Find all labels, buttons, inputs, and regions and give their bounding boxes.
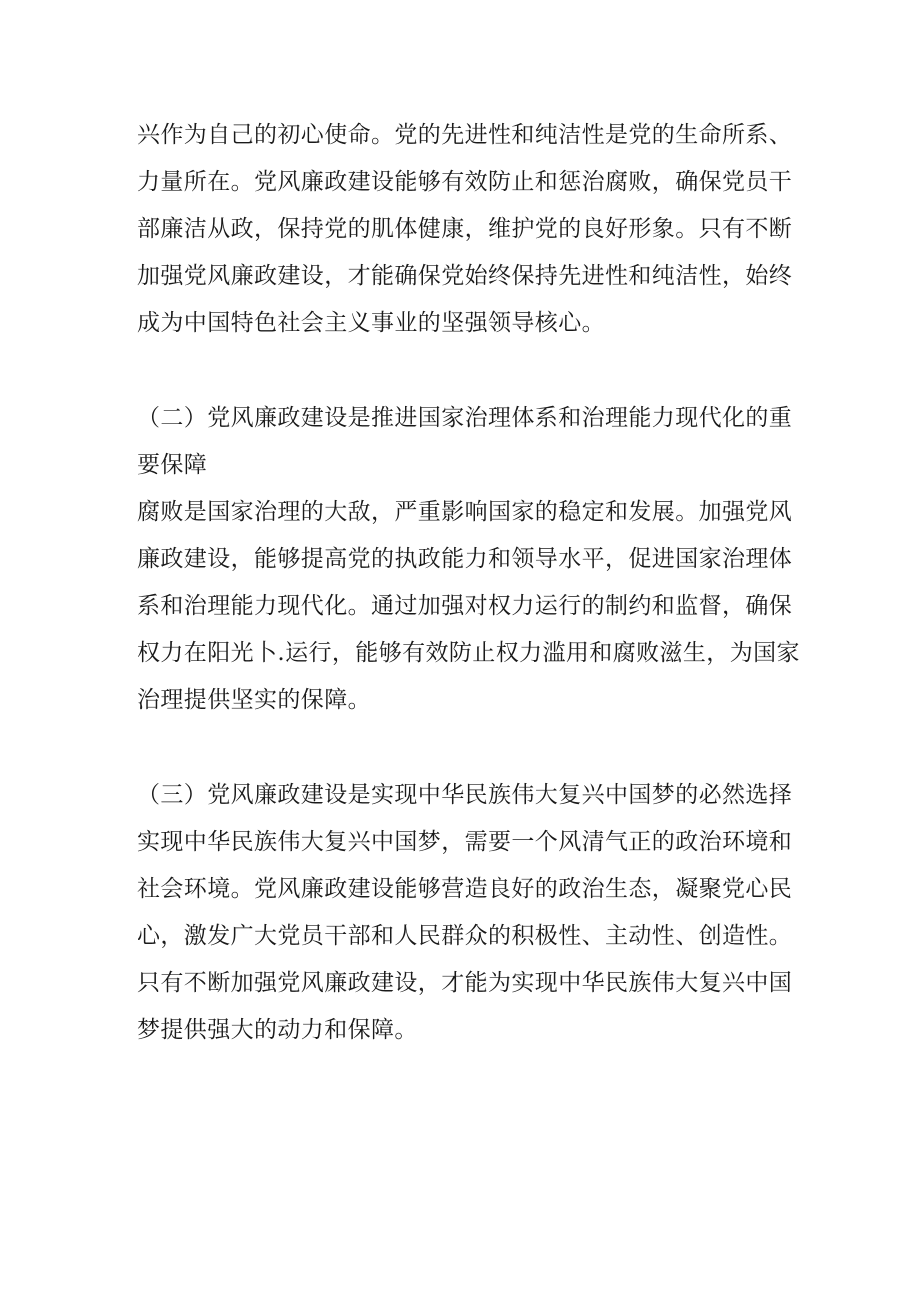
text-line: 兴作为自己的初心使命。党的先进性和纯洁性是党的生命所系、	[137, 122, 793, 148]
text-line: 心，激发广大党员干部和人民群众的积极性、主动性、创造性。	[137, 923, 793, 949]
section-heading-2	[137, 395, 797, 489]
paragraph-spacer	[137, 347, 797, 395]
text-line: 梦提供强大的动力和保障。	[137, 1017, 418, 1043]
heading-line: （三）党风廉政建设是实现中华民族伟大复兴中国梦的必然选择	[137, 782, 793, 808]
heading-line: （二）党风廉政建设是推进国家治理体系和治理能力现代化的重	[137, 405, 793, 431]
document-body	[137, 112, 800, 1054]
paragraph-1	[137, 112, 797, 347]
text-line: 实现中华民族伟大复兴中国梦，需要一个风清气正的政治环境和	[137, 829, 793, 855]
text-line: 权力在阳光卜.运行，能够有效防止权力滥用和腐败滋生，为国家	[137, 640, 800, 666]
text-line: 成为中国特色社会主义事业的坚强领导核心。	[137, 310, 605, 336]
text-line: 只有不断加强党风廉政建设，才能为实现中华民族伟大复兴中国	[137, 970, 793, 996]
text-line: 部廉洁从政，保持党的肌体健康，维护党的良好形象。只有不断	[137, 216, 793, 242]
paragraph-spacer	[137, 724, 797, 772]
text-line: 加强党风廉政建设，才能确保党始终保持先进性和纯洁性，始终	[137, 263, 793, 289]
text-line: 力量所在。党风廉政建设能够有效防止和惩治腐败，确保党员干	[137, 169, 793, 195]
text-line: 系和治理能力现代化。通过加强对权力运行的制约和监督，确保	[137, 593, 793, 619]
section-heading-3	[137, 772, 797, 819]
paragraph-3	[137, 819, 797, 1054]
text-line: 腐败是国家治理的大敌，严重影响国家的稳定和发展。加强党风	[137, 499, 793, 525]
text-line: 社会环境。党风廉政建设能够营造良好的政治生态，凝聚党心民	[137, 876, 793, 902]
text-line: 治理提供坚实的保障。	[137, 687, 371, 713]
heading-line: 要保障	[137, 452, 208, 478]
paragraph-2	[137, 489, 800, 724]
text-line: 廉政建设，能够提高党的执政能力和领导水平，促进国家治理体	[137, 546, 793, 572]
